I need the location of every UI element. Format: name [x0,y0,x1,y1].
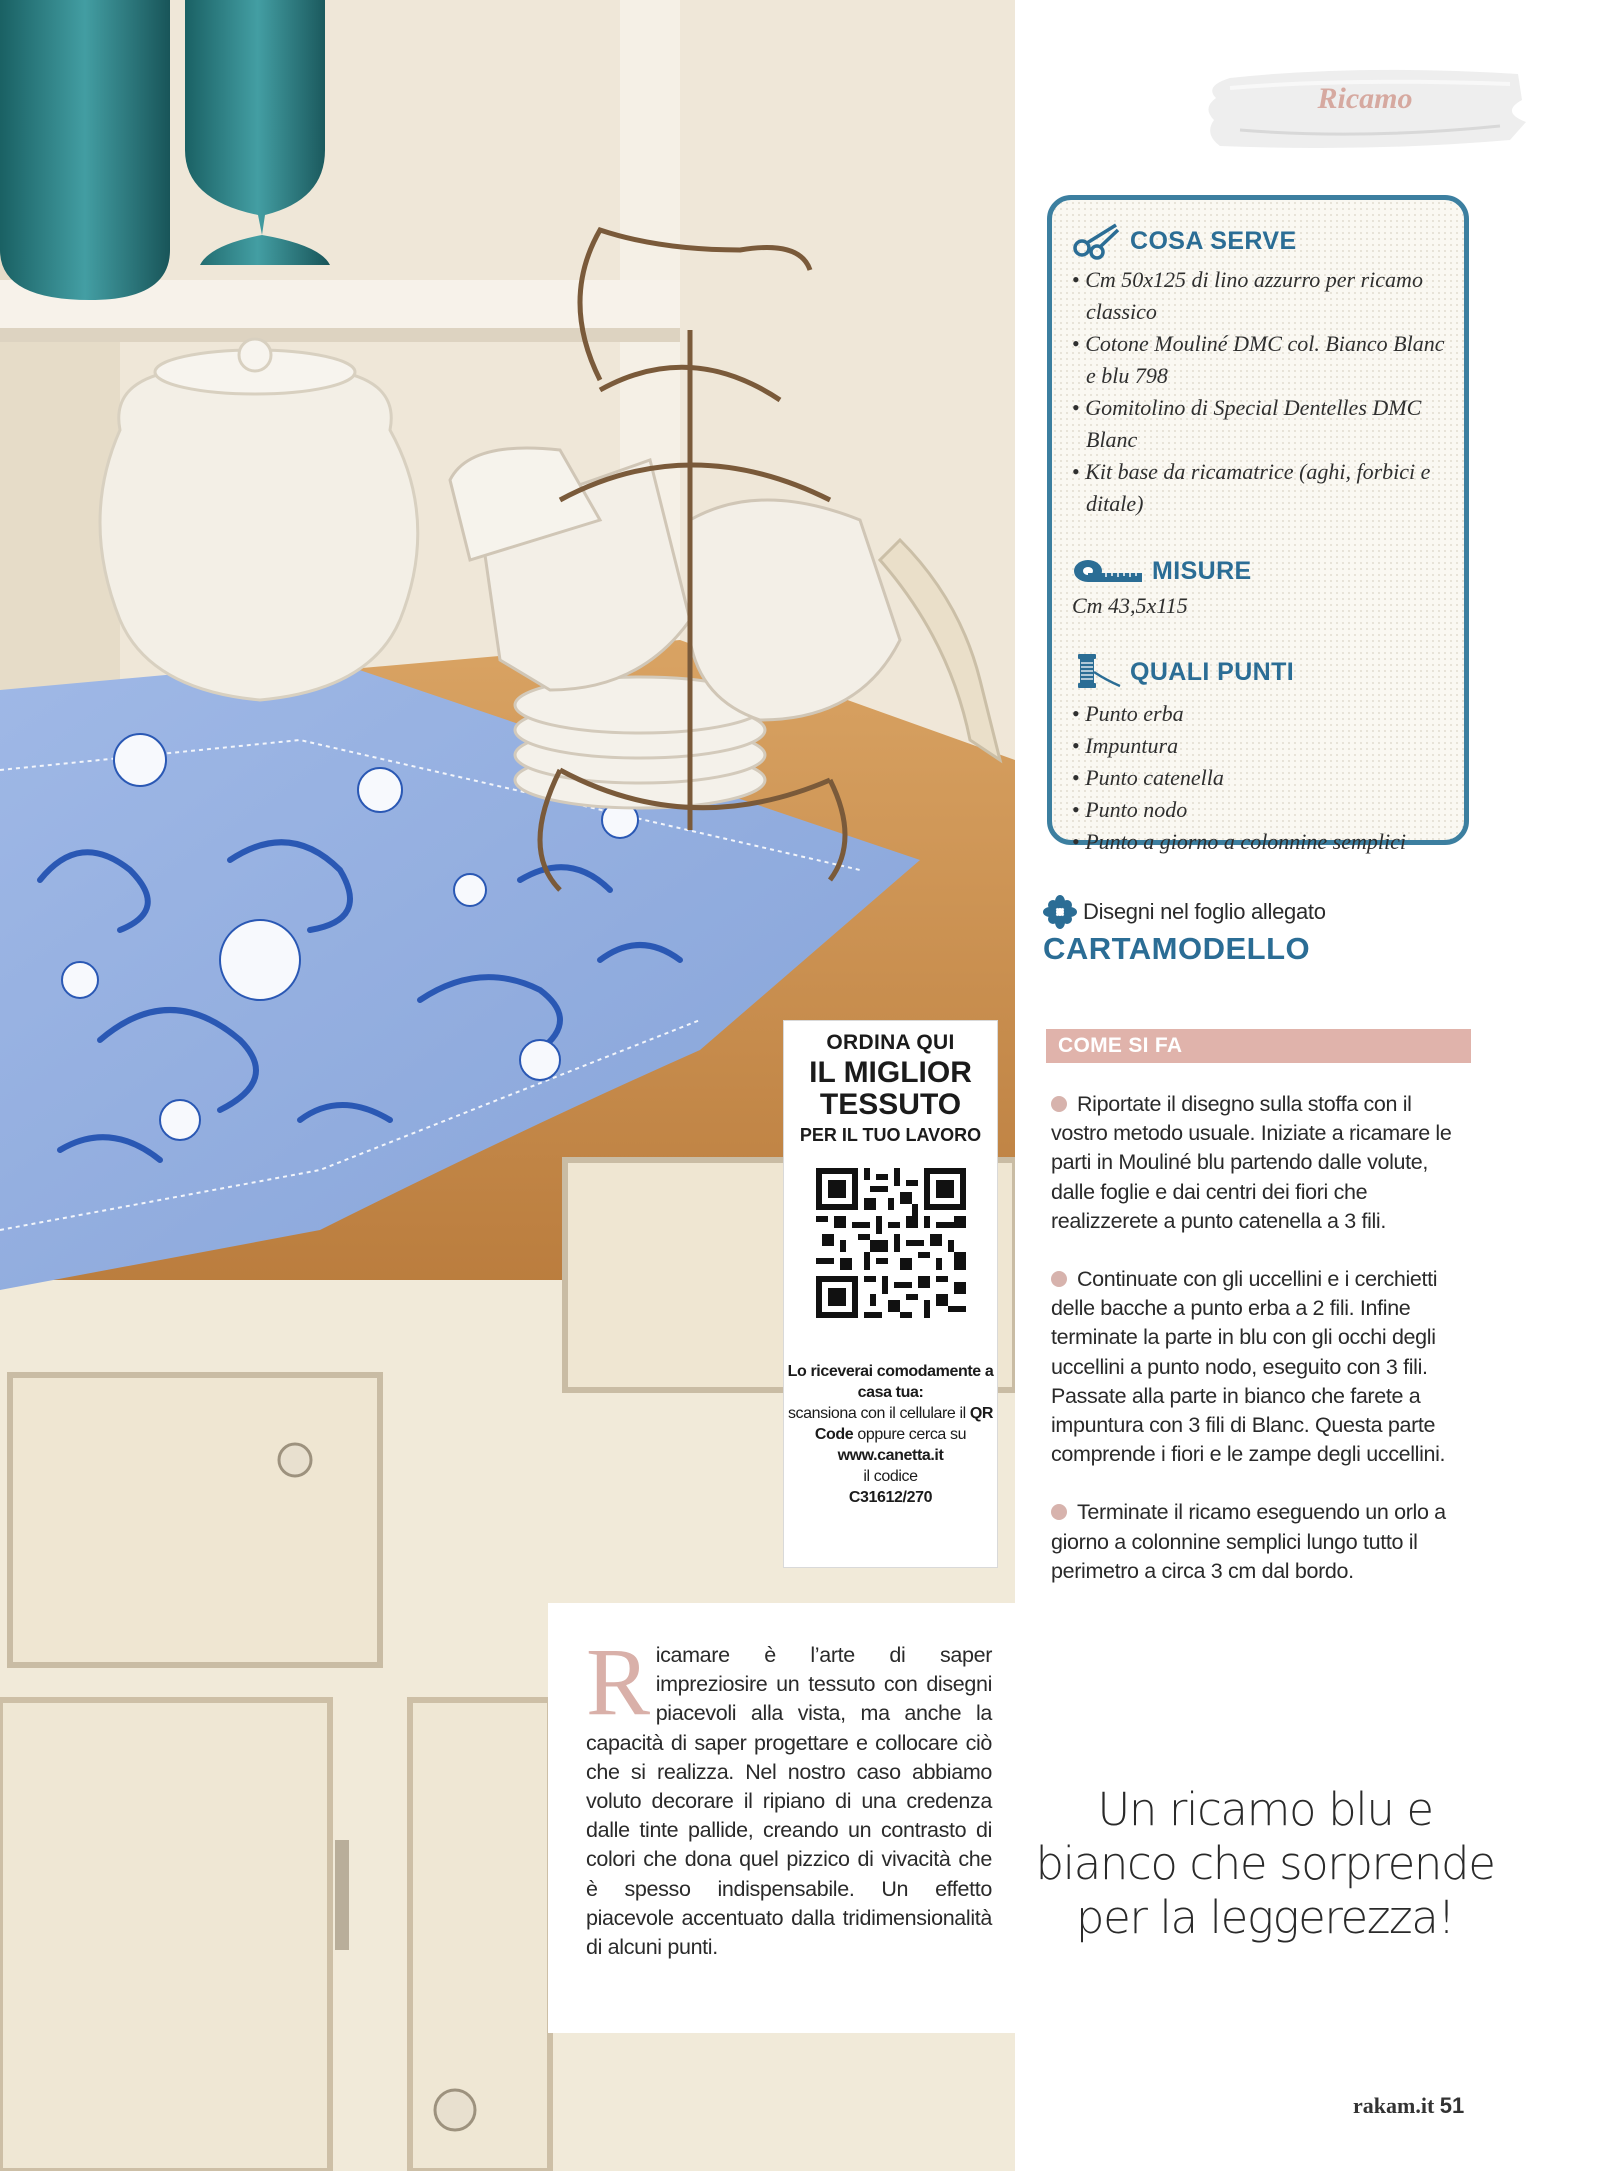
list-item: • Kit base da ricamatrice (aghi, forbici e ditale) [1072,456,1446,520]
step-text: Continuate con gli uccellini e i cerchietti delle bacche a punto erba a 2 fili. Infine terminate la parte in blu con gli occhi degli uccellini a punto nodo, eseguito con 3 fili. [1051,1267,1438,1379]
info-line3: oppure cerca su [857,1426,967,1443]
qr-code-icon[interactable] [816,1168,966,1318]
section-tag: Ricamo [1317,82,1413,115]
page-number: 51 [1439,2093,1465,2118]
list-item: • Punto erba [1072,698,1446,730]
scissors-icon [1072,222,1122,260]
pull-quote: Un ricamo blu e bianco che sorprende per la leggerezza! [1035,1783,1495,1944]
tape-measure-icon [1072,556,1144,586]
step-2 [1051,1265,1471,1382]
list-item: • Gomitolino di Special Dentelles DMC Blanc [1072,392,1446,456]
cartamodello-label: CARTAMODELLO [1043,931,1311,966]
come-si-fa-header: COME SI FA [1046,1029,1471,1063]
website-link[interactable]: www.canetta.it [837,1447,944,1464]
order-box-line3: PER IL TUO LAVORO [799,1125,982,1145]
thread-spool-icon [1072,650,1122,694]
step-text: Terminate il ricamo eseguendo un orlo a giorno a colonnine semplici lungo tutto il perimetro a circa 3 cm dal bordo. [1051,1500,1446,1583]
folio-site[interactable]: rakam.it [1353,2093,1435,2118]
flower-icon [1043,895,1077,929]
info-qr: QR Code [814,1405,994,1443]
step-2-continued [1051,1382,1471,1470]
misure-title: MISURE [1152,556,1252,585]
info-line2: scansiona con il cellulare il [787,1405,966,1422]
list-item: • Cm 50x125 di lino azzurro per ricamo classico [1072,264,1446,328]
bullet-dot-icon [1051,1096,1067,1112]
qr-order-box [783,1020,998,1568]
list-item: • Punto catenella [1072,762,1446,794]
info-line4: il codice [863,1468,918,1485]
quali-punti-list [1072,698,1446,858]
cosa-serve-title: COSA SERVE [1130,226,1297,255]
pattern-note-line [1043,895,1473,929]
list-item: • Cotone Mouliné DMC col. Bianco Blanc e blu 798 [1072,328,1446,392]
pattern-note [1043,895,1473,967]
step-text: Passate alla parte in bianco che farete a impuntura con 3 fili di Blanc. Questa parte comprende i fiori e le zampe degli uccellini. [1051,1383,1446,1467]
page-folio [1353,2093,1464,2119]
step-3 [1051,1498,1471,1586]
misure-header [1072,556,1446,586]
pattern-note-text: Disegni nel foglio allegato [1083,899,1326,924]
list-item: • Punto nodo [1072,794,1446,826]
cosa-serve-list [1072,264,1446,520]
intro-paragraph [548,1603,1018,2033]
misure-value: Cm 43,5x115 [1072,593,1188,618]
bullet-dot-icon [1051,1504,1067,1520]
quali-punti-header [1072,650,1446,694]
intro-text: icamare è l’arte di saper impreziosire un tessuto con disegni piacevoli alla vista, ma anche la capacità di saper progettare e collocare ciò che si realizza. Nel nostro caso abbiamo voluto decorare il ripiano di una credenza dalle tinte pallide, creando un contrasto di colori che dona quel pizzico di vivacità che è spesso indispensabile. Un effetto piacevole accentuato dalla tridimensionalità di alcuni punti. [586,1643,992,1960]
step-text: Riportate il disegno sulla stoffa con il vostro metodo usuale. Iniziate a ricamare le parti in Mouliné blu partendo dalle volute, dalle foglie e dai centri dei fiori che realizzerete a punto catenella a 3 fili. [1051,1092,1452,1233]
bullet-dot-icon [1051,1271,1067,1287]
list-item: • Punto a giorno a colonnine semplici [1072,826,1446,858]
order-box-headline: IL MIGLIOR TESSUTO [809,1056,972,1121]
cosa-serve-header [1072,222,1446,260]
instructions [1051,1090,1471,1615]
info-line1: Lo riceverai comodamente a casa tua: [787,1363,994,1401]
product-code: C31612/270 [848,1489,933,1506]
materials-box [1047,195,1469,854]
drop-cap: R [586,1628,650,1735]
step-1 [1051,1090,1471,1236]
order-box-info [784,1361,997,1508]
quali-punti-title: QUALI PUNTI [1130,657,1295,686]
order-box-line1: ORDINA QUI [826,1031,955,1054]
list-item: • Impuntura [1072,730,1446,762]
